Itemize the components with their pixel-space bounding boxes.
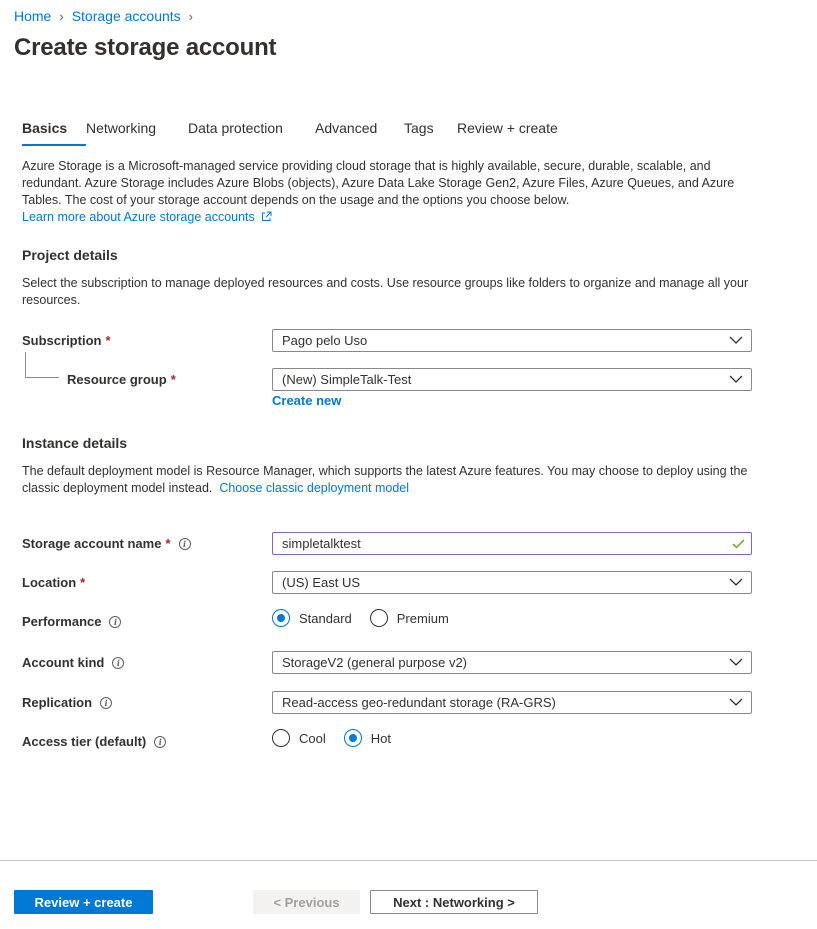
required-indicator: *	[170, 372, 176, 387]
info-icon[interactable]: i	[112, 657, 124, 669]
learn-more-row	[22, 209, 272, 226]
project-details-title: Project details	[22, 247, 118, 263]
chevron-down-icon	[729, 697, 743, 707]
instance-details-description: The default deployment model is Resource Manager, which supports the latest Azure features. You may choose to deploy using the classic deployment model instead. Choose classic deployment model	[22, 464, 748, 495]
access-tier-cool-radio[interactable]: Cool	[272, 729, 326, 747]
breadcrumb	[14, 8, 201, 24]
intro-text: Azure Storage is a Microsoft-managed service providing cloud storage that is highly available, secure, durable, scalable, and redundant. Azure Storage includes Azure Blobs (objects), Azure Data Lake Storage Gen2, Azure Files, Azure Queues, and Azure Tables. The cost of your storage account depends on the usage and the options you choose below.	[22, 159, 735, 207]
breadcrumb-home-link[interactable]: Home	[14, 8, 52, 24]
chevron-down-icon	[729, 335, 743, 345]
instance-details-title: Instance details	[22, 435, 128, 451]
access-tier-radio-group	[272, 729, 409, 747]
learn-more-link[interactable]: Learn more about Azure storage accounts	[22, 210, 255, 224]
performance-standard-radio[interactable]: Standard	[272, 609, 352, 627]
tab-advanced[interactable]: Advanced	[315, 120, 378, 136]
chevron-down-icon	[729, 577, 743, 587]
replication-dropdown[interactable]: Read-access geo-redundant storage (RA-GRS)	[272, 691, 752, 714]
required-indicator: *	[80, 575, 86, 590]
project-details-description: Select the subscription to manage deployed resources and costs. Use resource groups like folders to organize and manage all your resources.	[22, 276, 749, 307]
access-tier-hot-radio[interactable]: Hot	[344, 729, 391, 747]
performance-premium-radio[interactable]: Premium	[370, 609, 449, 627]
required-indicator: *	[165, 536, 171, 551]
storage-account-name-input[interactable]: simpletalktest	[272, 532, 752, 555]
tab-review-create[interactable]: Review + create	[457, 120, 558, 136]
required-indicator: *	[105, 333, 111, 348]
account-kind-label: Account kind i	[22, 655, 124, 670]
tab-basics[interactable]: Basics	[22, 120, 86, 146]
location-dropdown[interactable]: (US) East US	[272, 571, 752, 594]
external-link-icon	[261, 211, 272, 222]
tab-tags[interactable]: Tags	[404, 120, 434, 136]
classic-deployment-link[interactable]: Choose classic deployment model	[219, 481, 410, 495]
info-icon[interactable]: i	[179, 538, 191, 550]
radio-selected-icon	[344, 729, 362, 747]
performance-radio-group	[272, 609, 467, 627]
radio-selected-icon	[272, 609, 290, 627]
chevron-right-icon: ›	[59, 8, 64, 24]
radio-unselected-icon	[370, 609, 388, 627]
info-icon[interactable]: i	[109, 616, 121, 628]
tree-connector	[25, 352, 59, 378]
location-label: Location *	[22, 575, 86, 590]
tab-data-protection[interactable]: Data protection	[188, 120, 283, 136]
footer-divider	[0, 860, 817, 861]
chevron-down-icon	[729, 374, 743, 384]
resource-group-dropdown[interactable]: (New) SimpleTalk-Test	[272, 368, 752, 391]
tab-networking[interactable]: Networking	[86, 120, 157, 136]
breadcrumb-storage-accounts-link[interactable]: Storage accounts	[71, 8, 181, 24]
chevron-down-icon	[729, 657, 743, 667]
subscription-label: Subscription *	[22, 333, 111, 348]
account-kind-dropdown[interactable]: StorageV2 (general purpose v2)	[272, 651, 752, 674]
access-tier-label: Access tier (default) i	[22, 734, 166, 749]
radio-unselected-icon	[272, 729, 290, 747]
create-new-link[interactable]: Create new	[272, 393, 342, 408]
replication-label: Replication i	[22, 695, 112, 710]
storage-account-name-label: Storage account name * i	[22, 536, 191, 551]
info-icon[interactable]: i	[154, 736, 166, 748]
chevron-right-icon: ›	[188, 8, 194, 24]
next-networking-button[interactable]: Next : Networking >	[370, 890, 538, 914]
info-icon[interactable]: i	[100, 697, 112, 709]
tab-bar	[22, 120, 558, 146]
page-title: Create storage account	[14, 34, 277, 61]
checkmark-icon	[732, 537, 745, 550]
resource-group-label: Resource group *	[67, 372, 176, 387]
performance-label: Performance i	[22, 614, 121, 629]
subscription-dropdown[interactable]: Pago pelo Uso	[272, 329, 752, 352]
review-create-button[interactable]: Review + create	[14, 890, 153, 914]
previous-button[interactable]: < Previous	[253, 890, 360, 914]
